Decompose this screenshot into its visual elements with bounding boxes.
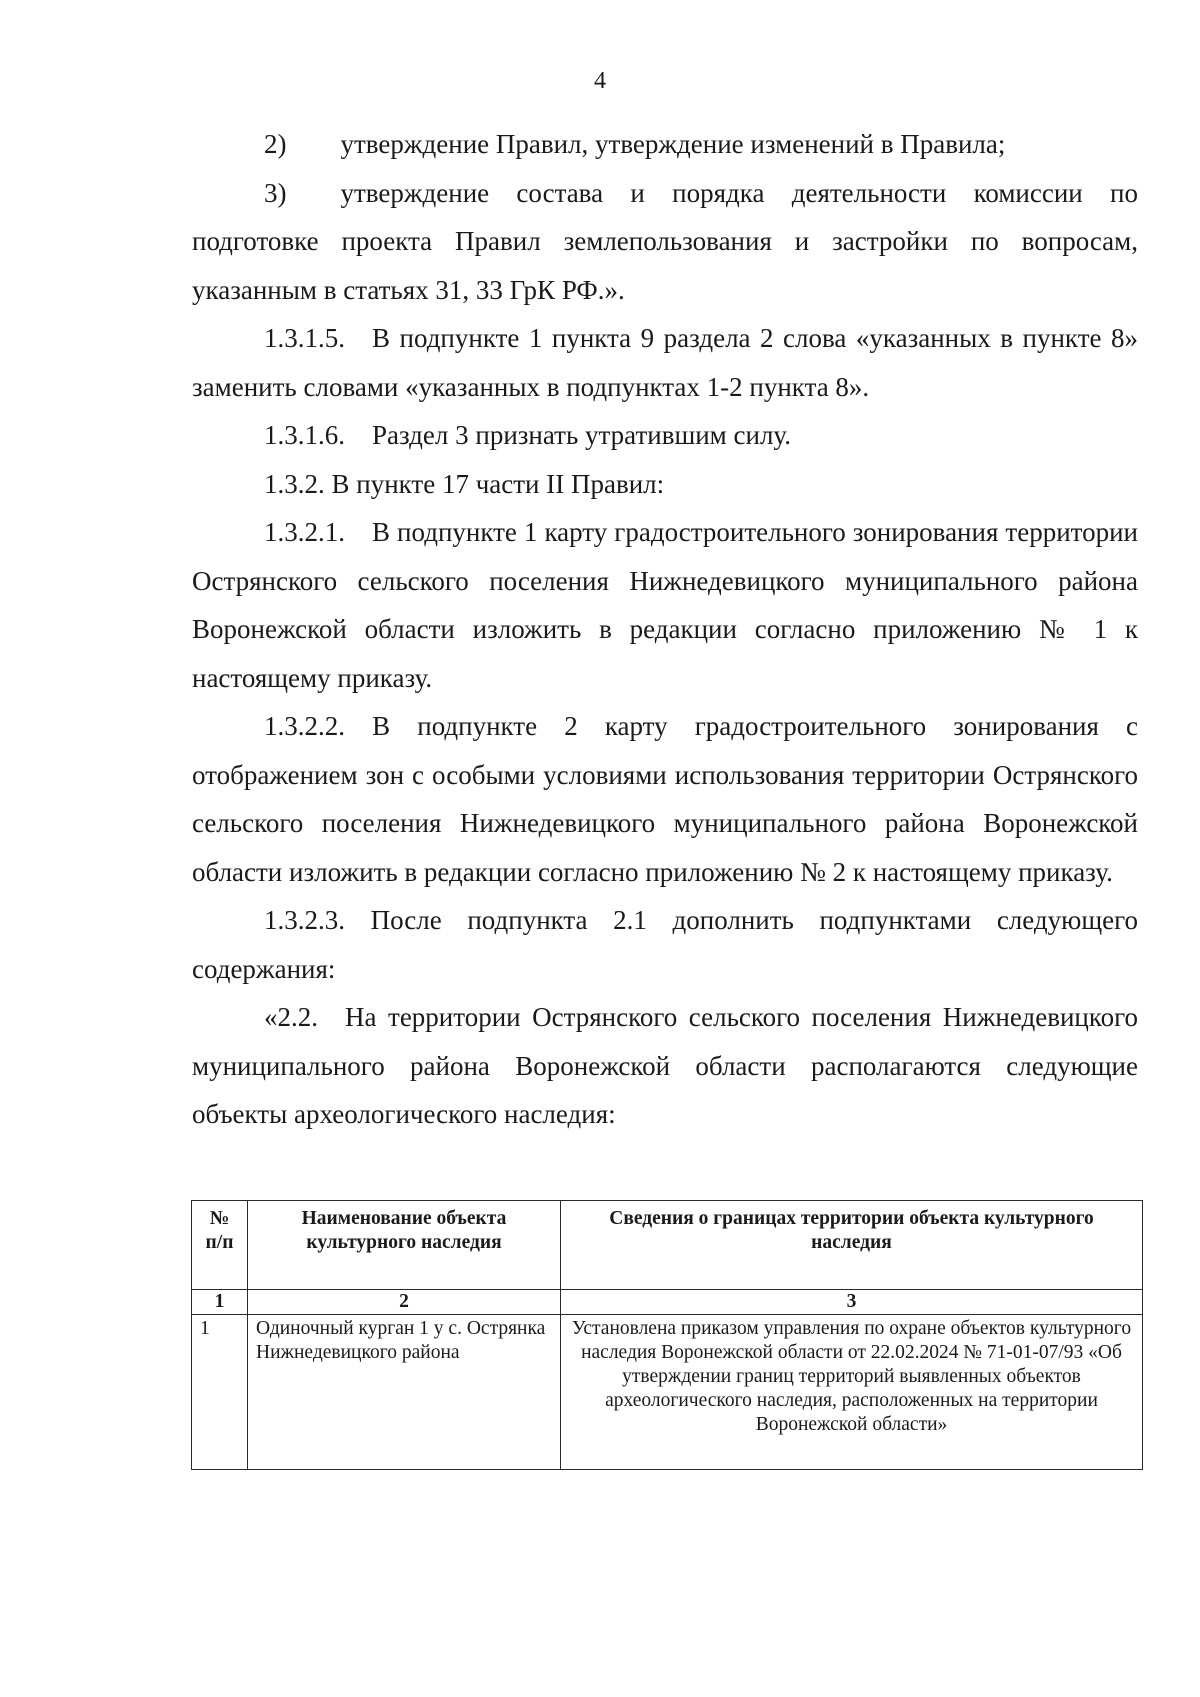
paragraph-1-3-2-2: 1.3.2.2. В подпункте 2 карту градостроительного зонирования с отображением зон с особыми условиями использования территории Острянского сельского поселения Нижнедевицкого муниципального района Воронежской области изложить в редакции согласно приложению № 2 к настоящему приказу. [192,711,1138,887]
paragraph-2-2-quote: «2.2. На территории Острянского сельского поселения Нижнедевицкого муниципального района Воронежской области располагаются следующие объекты археологического наследия: [192,1002,1138,1129]
table-column-numbers-row [192,1290,1143,1315]
row-number: 1 [192,1315,248,1470]
paragraph-1-3-1-5: 1.3.1.5. В подпункте 1 пункта 9 раздела 2 слова «указанных в пункте 8» заменить словами «указанных в подпунктах 1-2 пункта 8». [192,323,1138,402]
row-boundaries: Установлена приказом управления по охране объектов культурного наследия Воронежской области от 22.02.2024 № 71-01-07/93 «Об утверждении границ территорий выявленных объектов археологического наследия, расположенных на территории Воронежской области» [561,1315,1143,1470]
paragraph-1-3-1-6: 1.3.1.6. Раздел 3 признать утратившим силу. [264,420,791,450]
paragraph-1-3-2-1: 1.3.2.1. В подпункте 1 карту градостроительного зонирования территории Острянского сельского поселения Нижнедевицкого муниципального района Воронежской области изложить в редакции согласно приложению № 1 к настоящему приказу. [192,517,1138,693]
paragraph-item-3: 3) утверждение состава и порядка деятельности комиссии по подготовке проекта Правил землепользования и застройки по вопросам, указанным в статьях 31, 33 ГрК РФ.». [192,177,1138,305]
document-body [192,120,1138,1139]
column-number-3: 3 [561,1290,1143,1315]
paragraph-1-3-2-3: 1.3.2.3. После подпункта 2.1 дополнить подпунктами следующего содержания: [192,905,1138,984]
column-number-1: 1 [192,1290,248,1315]
header-number: № п/п [192,1201,248,1290]
paragraph-1-3-2: 1.3.2. В пункте 17 части II Правил: [264,468,665,499]
table-header-row [192,1201,1143,1290]
header-object-name: Наименование объекта культурного наследия [248,1201,561,1290]
paragraph-item-2: 2) утверждение Правил, утверждение изменений в Правила; [264,129,1006,159]
heritage-objects-table [191,1200,1143,1470]
row-object-name: Одиночный курган 1 у с. Острянка Нижнедевицкого района [248,1315,561,1470]
column-number-2: 2 [248,1290,561,1315]
table-row [192,1315,1143,1470]
header-boundaries: Сведения о границах территории объекта культурного наследия [561,1201,1143,1290]
page-number: 4 [594,68,606,94]
